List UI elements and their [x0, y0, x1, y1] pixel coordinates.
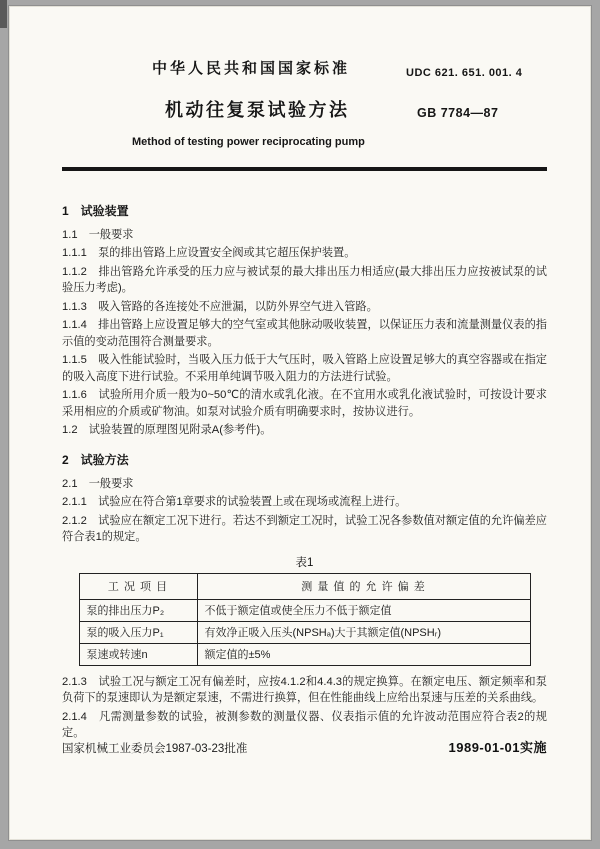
clause-paragraph: 1.1 一般要求 — [62, 228, 134, 241]
udc-number: UDC 621. 651. 001. 4 — [406, 67, 523, 79]
table-1 — [79, 573, 531, 666]
clause-paragraph: 1.1.6 试验所用介质一般为0~50℃的清水或乳化液。在不宜用水或乳化液试验时，可按设计要求采用相应的介质或矿物油。如泵对试验介质有明确要求时，按协议进行。 — [62, 389, 547, 418]
table-header-cell: 测 量 值 的 允 许 偏 差 — [197, 573, 530, 599]
clause-paragraph: 2.1 一般要求 — [62, 477, 134, 490]
table-cell: 不低于额定值或使全压力不低于额定值 — [197, 599, 530, 621]
scan-artifact — [0, 0, 7, 28]
clause-paragraph: 1.1.2 排出管路允许承受的压力应与被试泵的最大排出压力相适应(最大排出压力应按被试泵的试验压力考虑)。 — [62, 265, 547, 294]
national-standard-label: 中华人民共和国国家标准 — [152, 60, 351, 77]
table-row — [79, 643, 530, 665]
approval-note: 国家机械工业委员会1987-03-23批准 — [62, 743, 248, 755]
document-page — [9, 6, 591, 840]
section-2-heading: 2 试验方法 — [62, 452, 129, 467]
clause-paragraph: 1.1.3 吸入管路的各连接处不应泄漏，以防外界空气进入管路。 — [62, 300, 378, 313]
implementation-date: 1989-01-01实施 — [448, 740, 547, 755]
table-cell: 泵的吸入压力P₁ — [79, 621, 197, 643]
clause-paragraph: 1.1.4 排出管路上应设置足够大的空气室或其他脉动吸收装置，以保证压力表和流量测量仪表的指示值的变动范围符合测量要求。 — [62, 319, 547, 348]
table-cell: 额定值的±5% — [197, 643, 530, 665]
document-title-english: Method of testing power reciprocating pump — [132, 136, 365, 148]
clause-paragraph: 1.1.5 吸入性能试验时，当吸入压力低于大气压时，吸入管路上应设置足够大的真空容器或在指定的吸入高度下进行试验。不采用单纯调节吸入阻力的方法进行试验。 — [62, 354, 547, 383]
table-row — [79, 599, 530, 621]
clause-paragraph: 2.1.2 试验应在额定工况下进行。若达不到额定工况时，试验工况各参数值对额定值的允许偏差应符合表1的规定。 — [62, 514, 547, 543]
table-header-row — [79, 573, 530, 599]
section-1-heading: 1 试验装置 — [62, 203, 129, 218]
table-cell: 泵的排出压力P₂ — [79, 599, 197, 621]
standard-number: GB 7784—87 — [417, 106, 499, 120]
document-header — [62, 46, 547, 167]
clause-paragraph: 2.1.1 试验应在符合第1章要求的试验装置上或在现场或流程上进行。 — [62, 496, 407, 508]
clause-paragraph: 2.1.4 凡需测量参数的试验，被测参数的测量仪器、仪表指示值的允许波动范围应符合表2的规定。 — [62, 710, 547, 739]
document-footer — [62, 737, 547, 756]
document-body — [62, 202, 547, 742]
table-header-cell: 工 况 项 目 — [79, 573, 197, 599]
header-rule — [62, 167, 547, 171]
page-content — [62, 46, 547, 744]
clause-paragraph: 1.1.1 泵的排出管路上应设置安全阀或其它超压保护装置。 — [62, 247, 356, 259]
document-title: 机动往复泵试验方法 — [165, 100, 350, 120]
table-cell: 泵速或转速n — [79, 643, 197, 665]
table-caption: 表1 — [295, 556, 314, 569]
table-cell: 有效净正吸入压头(NPSHₐ)大于其额定值(NPSHᵣ) — [197, 621, 530, 643]
clause-paragraph: 1.2 试验装置的原理图见附录A(参考件)。 — [62, 424, 272, 436]
clause-paragraph: 2.1.3 试验工况与额定工况有偏差时，应按4.1.2和4.4.3的规定换算。在额定电压、额定频率和泵负荷下的泵速即认为是额定泵速，不需进行换算，但在性能曲线上应给出泵速与压差的关系曲线。 — [62, 675, 547, 704]
table-row — [79, 621, 530, 643]
